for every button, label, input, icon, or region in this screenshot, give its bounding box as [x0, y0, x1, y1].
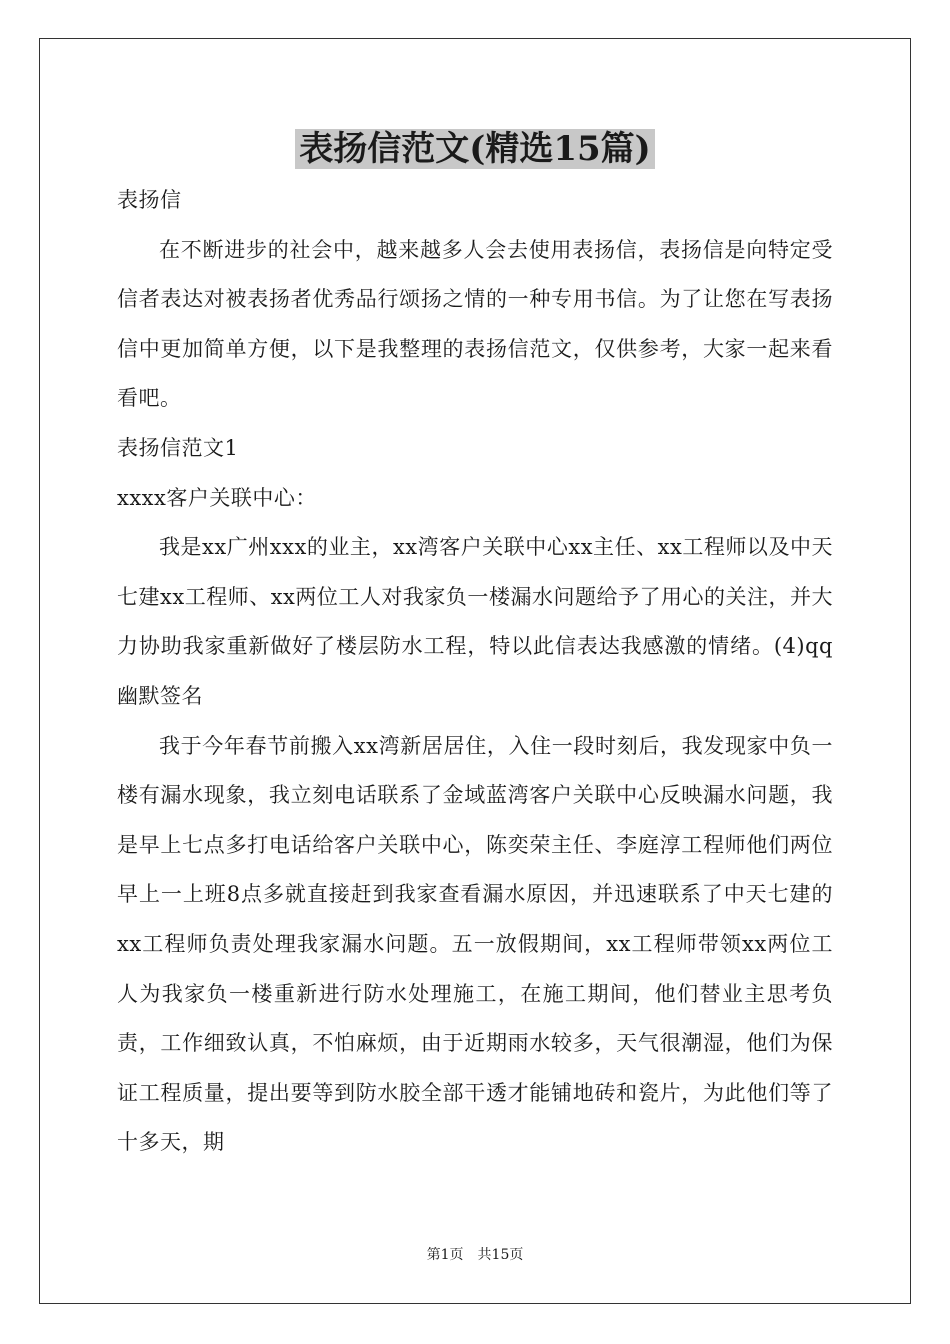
document-title — [0, 126, 950, 172]
document-body — [117, 176, 833, 1168]
body-paragraph-2: 我于今年春节前搬入xx湾新居居住，入住一段时刻后，我发现家中负一楼有漏水现象，我立刻电话联系了金域蓝湾客户关联中心反映漏水问题，我是早上七点多打电话给客户关联中心，陈奕荣主任、李庭淳工程师他们两位早上一上班8点多就直接赶到我家查看漏水原因，并迅速联系了中天七建的xx工程师负责处理我家漏水问题。五一放假期间，xx工程师带领xx两位工人为我家负一楼重新进行防水处理施工，在施工期间，他们替业主思考负责，工作细致认真，不怕麻烦，由于近期雨水较多，天气很潮湿，他们为保证工程质量，提出要等到防水胶全部干透才能铺地砖和瓷片，为此他们等了十多天，期 — [117, 733, 833, 1155]
document-title-text: 表扬信范文(精选15篇) — [295, 129, 655, 169]
salutation: xxxx客户关联中心： — [117, 485, 317, 510]
section-title: 表扬信范文1 — [117, 435, 239, 460]
heading-letter: 表扬信 — [117, 188, 182, 212]
intro-paragraph: 在不断进步的社会中，越来越多人会去使用表扬信，表扬信是向特定受信者表达对被表扬者优秀品行颂扬之情的一种专用书信。为了让您在写表扬信中更加简单方便，以下是我整理的表扬信范文，仅供参考，大家一起来看看吧。 — [117, 237, 833, 411]
page-number: 第1页 共15页 — [426, 1247, 524, 1263]
body-paragraph-1: 我是xx广州xxx的业主，xx湾客户关联中心xx主任、xx工程师以及中天七建xx工程师、xx两位工人对我家负一楼漏水问题给予了用心的关注，并大力协助我家重新做好了楼层防水工程，特以此信表达我感激的情绪。(4)qq幽默签名 — [117, 535, 833, 708]
